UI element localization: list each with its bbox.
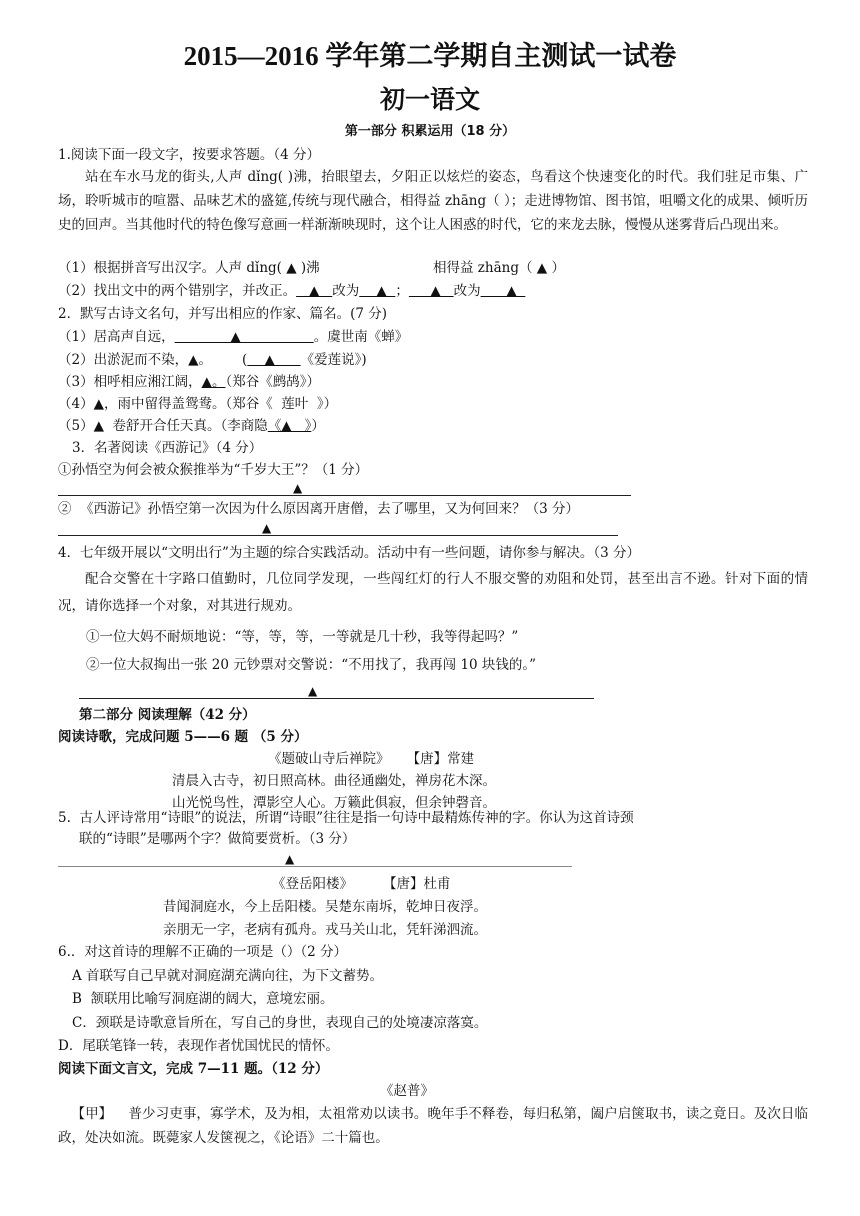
part-two-heading: 第二部分 阅读理解（42 分） (79, 707, 256, 723)
question-5-line-1: 5. 古人评诗常用“诗眼”的说法，所谓“诗眼”往往是指一句诗中最精炼传神的字。你认为这首诗颈 (58, 810, 634, 826)
question-2-line-2-text: （2）出淤泥而不染，▲。 ( (58, 352, 248, 368)
answer-blank[interactable]: ▲ (174, 329, 314, 345)
answer-marker: ▲ (262, 521, 272, 535)
question-1-stem: 1.阅读下面一段文字，按要求答题。（4 分） (58, 147, 321, 163)
poem-1-line-2: 山光悦鸟性，潭影空人心。万籁此俱寂，但余钟磬音。 (172, 795, 496, 811)
prose-text: 普少习吏事，寡学术，及为相，太祖常劝以读书。晚年手不释卷，每归私第，阖户启箧取书，读之竟日。及次日临政，处决如流。既薨家人发箧视之，《论语》二十篇也。 (58, 1106, 809, 1146)
question-1-sub2-prompt: （2）找出文中的两个错别字，并改正。 (58, 283, 297, 299)
question-1-sub1-a: （1）根据拼音写出汉字。人声 dǐng( ▲ )沸 (58, 260, 320, 276)
question-2-line-5-close: ） (311, 418, 325, 434)
answer-line[interactable] (58, 495, 631, 496)
prose-title: 《赵普》 (380, 1083, 434, 1099)
answer-blank[interactable]: ▲ (408, 283, 454, 299)
question-2-stem: 2．默写古诗文名句，并写出相应的作家、篇名。(7 分) (58, 306, 388, 322)
answer-line[interactable] (58, 866, 572, 867)
question-6-option-b: B 颔联用比喻写洞庭湖的阔大，意境宏丽。 (72, 991, 334, 1007)
poem-1-title: 《题破山寺后禅院》 【唐】常建 (268, 751, 475, 767)
answer-marker: ▲ (293, 481, 303, 495)
prose-section-stem: 阅读下面文言文，完成 7—11 题。（12 分） (58, 1061, 329, 1077)
question-4-passage: 配合交警在十字路口值勤时，几位同学发现，一些闯红灯的行人不服交警的劝阻和处罚，甚至出言不逊。针对下面的情况，请你选择一个对象，对其进行规劝。 (58, 571, 808, 614)
question-4-option-1: ①一位大妈不耐烦地说：“等，等，等，一等就是几十秒，我等得起吗？” (86, 629, 519, 645)
answer-line[interactable] (58, 535, 618, 536)
question-6-stem: 6.．对这首诗的理解不正确的一项是（）（2 分） (58, 944, 348, 960)
question-6-option-c: C．颈联是诗歌意旨所在，写自己的身世，表现自己的处境凄凉落寞。 (72, 1015, 488, 1031)
poem-2-line-1: 昔闻洞庭水，今上岳阳楼。吴楚东南坼，乾坤日夜浮。 (163, 899, 487, 915)
question-1-sub2-separator: ； (395, 283, 409, 299)
page-subtitle: 初一语文 (379, 87, 480, 114)
question-2-line-2-source: 《爱莲说》) (300, 352, 367, 368)
answer-blank[interactable]: ▲ (296, 283, 333, 299)
answer-marker: ▲ (285, 852, 295, 866)
question-4-option-2: ②一位大叔掏出一张 20 元钞票对交警说：“不用找了，我再闯 10 块钱的。” (86, 657, 537, 673)
question-6-option-d: D．尾联笔锋一转，表现作者忧国忧民的情怀。 (58, 1038, 339, 1054)
poem-2-title: 《登岳阳楼》 【唐】杜甫 (272, 876, 451, 892)
answer-blank[interactable]: ▲ (480, 283, 526, 299)
question-2-line-3-source: （郑谷《鹧鸪》） (225, 374, 320, 390)
prose-passage (58, 1102, 808, 1150)
question-2-line-3 (58, 374, 320, 390)
answer-blank[interactable]: 《▲ 》 (267, 418, 312, 434)
question-2-line-1 (58, 329, 408, 345)
question-2-line-3-text: （3）相呼相应湘江阔， (58, 374, 202, 390)
question-3-stem: 3．名著阅读《西游记》（4 分） (72, 440, 263, 456)
poem-2-line-2: 亲朋无一字，老病有孤舟。戎马关山北，凭轩涕泗流。 (163, 922, 487, 938)
page-title: 2015—2016 学年第二学期自主测试一试卷 (183, 41, 677, 71)
answer-line[interactable] (79, 698, 594, 699)
prose-label: 【甲】 (71, 1106, 113, 1122)
question-2-line-5-text: （5）▲ 卷舒开合任天真。（李商隐 (58, 418, 268, 434)
question-1-sub2-text: 改为 (453, 283, 481, 299)
answer-blank[interactable]: ▲ (359, 283, 396, 299)
question-2-line-5 (58, 418, 325, 434)
question-1-sub2-text: 改为 (332, 283, 360, 299)
part-one-heading: 第一部分 积累运用（18 分） (344, 124, 516, 139)
poem-section-stem: 阅读诗歌，完成问题 5——6 题 （5 分） (58, 729, 308, 745)
answer-blank[interactable]: ▲。 (201, 374, 226, 390)
question-2-line-1-source: 。虞世南《蝉》 (313, 329, 409, 345)
question-3-sub-1: ①孙悟空为何会被众猴推举为“千岁大王”？（1 分） (58, 462, 369, 478)
question-2-line-1-text: （1）居高声自远， (58, 329, 175, 345)
question-1-passage: 站在车水马龙的街头,人声 dǐng( )沸，抬眼望去，夕阳正以炫烂的姿态，鸟看这个快速变化的时代。我们驻足市集、广场，聆听城市的喧嚣、品味艺术的盛筵,传统与现代融合，相得益 zhāng（ ）；走进博物馆、图书馆，咀嚼文化的成果、倾听历史的回声。当其他时代的特色像写意画一样渐渐映现时，这个让人困惑的时代，它的来龙去脉，慢慢从迷雾背后凸现出来。 (58, 169, 808, 233)
question-2-line-2 (58, 352, 367, 368)
poem-1-line-1: 清晨入古寺，初日照高林。曲径通幽处，禅房花木深。 (172, 773, 496, 789)
answer-blank[interactable]: ▲ (247, 352, 301, 368)
question-3-sub-2: ② 《西游记》孙悟空第一次因为什么原因离开唐僧，去了哪里，又为何回来？（3 分） (58, 501, 579, 517)
question-4-stem: 4．七年级开展以“文明出行”为主题的综合实践活动。活动中有一些问题，请你参与解决。（3 分） (58, 545, 641, 561)
question-2-line-4: （4）▲，雨中留得盖鸳鸯。（郑谷《 莲叶 》） (58, 396, 338, 412)
question-5-line-2: 联的“诗眼”是哪两个字？做简要赏析。（3 分） (79, 831, 356, 847)
answer-marker: ▲ (308, 684, 318, 698)
question-1-sub1-b: 相得益 zhāng（ ▲ ） (433, 260, 565, 276)
question-1-sub2 (58, 283, 525, 299)
question-6-option-a: A 首联写自己早就对洞庭湖充满向往，为下文蓄势。 (72, 968, 384, 984)
